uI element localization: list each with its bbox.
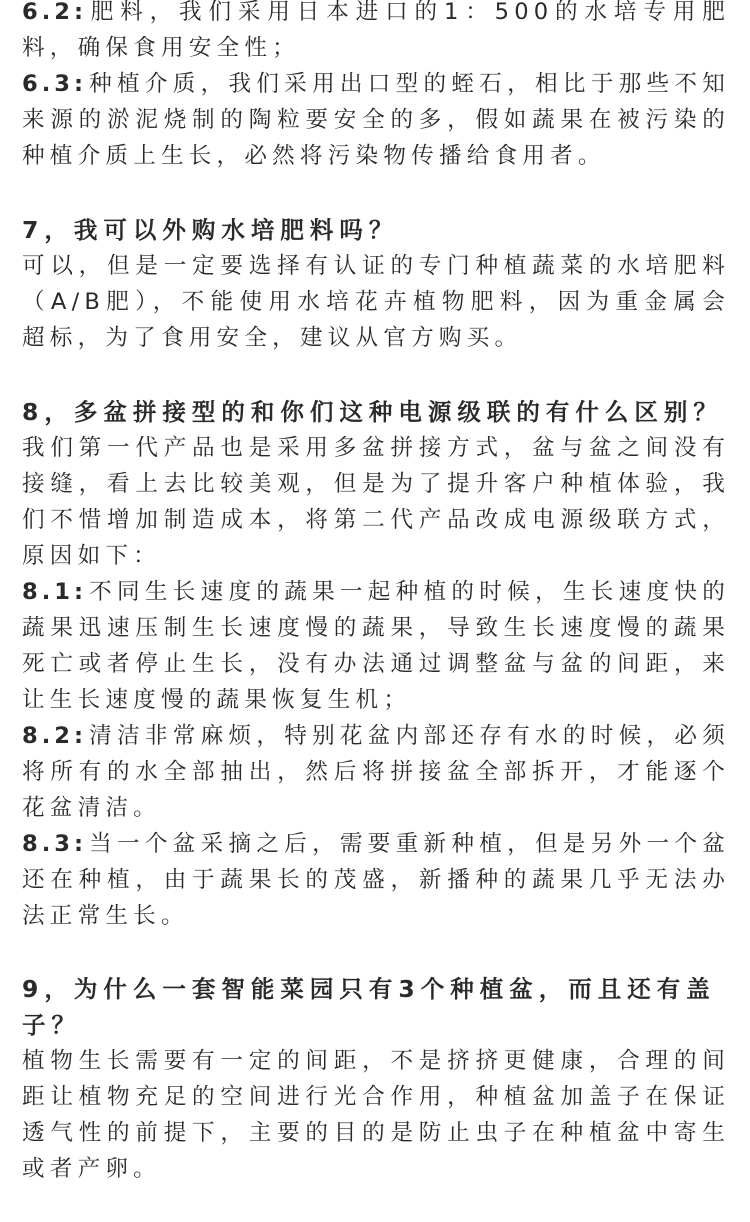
question-9-heading: 9，为什么一套智能菜园只有3个种植盆，而且还有盖子？ — [22, 975, 716, 1039]
question-8-intro: 我们第一代产品也是采用多盆拼接方式，盆与盆之间没有接缝，看上去比较美观，但是为了提升客户种植体验，我们不惜增加制造成本，将第二代产品改成电源级联方式，原因如下： — [22, 435, 730, 569]
item-8-3-text: 当一个盆采摘之后，需要重新种植，但是另外一个盆还在种植，由于蔬果长的茂盛，新播种的蔬果几乎无法办法正常生长。 — [22, 831, 730, 929]
item-8-3 — [22, 826, 730, 934]
question-9-answer: 植物生长需要有一定的间距，不是挤挤更健康，合理的间距让植物充足的空间进行光合作用，种植盆加盖子在保证透气性的前提下，主要的目的是防止虫子在种植盆中寄生或者产卵。 — [22, 1048, 730, 1182]
item-6-2-text: 肥料，我们采用日本进口的1：500的水培专用肥料，确保食用安全性； — [22, 0, 730, 61]
item-6-3 — [22, 66, 730, 174]
question-8-heading: 8，多盆拼接型的和你们这种电源级联的有什么区别？ — [22, 398, 723, 426]
item-8-1-label: 8.1: — [22, 579, 88, 605]
item-8-2 — [22, 718, 730, 826]
question-7-answer: 可以，但是一定要选择有认证的专门种植蔬菜的水培肥料（A/B肥），不能使用水培花卉植物肥料，因为重金属会超标，为了食用安全，建议从官方购买。 — [22, 253, 730, 351]
item-8-2-text: 清洁非常麻烦，特别花盆内部还存有水的时候，必须将所有的水全部抽出，然后将拼接盆全部拆开，才能逐个花盆清洁。 — [22, 723, 730, 821]
item-8-1-text: 不同生长速度的蔬果一起种植的时候，生长速度快的蔬果迅速压制生长速度慢的蔬果，导致生长速度慢的蔬果死亡或者停止生长，没有办法通过调整盆与盆的间距，来让生长速度慢的蔬果恢复生机； — [22, 579, 730, 713]
item-6-2 — [22, 0, 730, 66]
item-6-3-text: 种植介质，我们采用出口型的蛭石，相比于那些不知来源的淤泥烧制的陶粒要安全的多，假如蔬果在被污染的种植介质上生长，必然将污染物传播给食用者。 — [22, 71, 730, 169]
faq-document — [22, 0, 730, 1187]
item-6-3-label: 6.3: — [22, 71, 88, 97]
question-7-heading: 7，我可以外购水培肥料吗？ — [22, 216, 399, 244]
item-6-2-label: 6.2: — [22, 0, 88, 25]
item-8-3-label: 8.3: — [22, 831, 88, 857]
item-8-2-label: 8.2: — [22, 723, 88, 749]
item-8-1 — [22, 574, 730, 718]
